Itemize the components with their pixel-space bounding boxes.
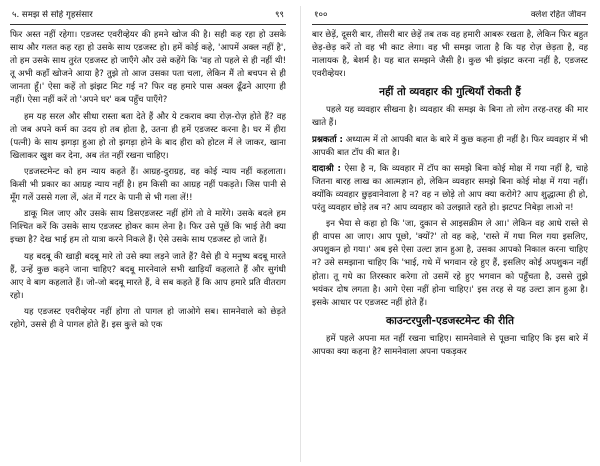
answer-paragraph (312, 163, 588, 215)
question-text: अध्यात्म में तो आपकी बात के बारे में कुछ कहना ही नहीं है। फिर व्यवहार में भी आपकी बात टॉप की बात है। (312, 134, 588, 158)
answer-text: ऐसा है न, कि व्यवहार में टॉप का समझे बिना कोई मोक्ष में गया नहीं है, चाहे जितना बारह लाख का आत्मज्ञान हो, लेकिन व्यवहार समझे बिना कोई मोक्ष में गया नहीं। क्योंकि व्यवहार छुड़वानेवाला है न? वह न छोड़े तो आप क्या करोगे? आप शुद्धात्मा ही हो, परंतु व्यवहार छोड़े तब न? आप व्यवहार को उलझाते रहते हो। झटपट निबेड़ा लाओ न! (312, 163, 588, 214)
section-heading: काउन्टरपुली-एडजस्टमेन्ट की रीति (386, 314, 514, 327)
paragraph: यह बदबू की खाड़ी बदबू मारे तो उसे क्या लड़ने जाते हैं? वैसे ही ये मनुष्य बदबू मारते हैं, उन्हें कुछ कहने जाना चाहिए? बदबू मारनेवाले सभी खाड़ियाँ कहलाते हैं और सुगंधी आए वे बाग कहलाते हैं। जो-जो बदबू मारते हैं, वे सब कहते हैं कि आप हमारे प्रति वीतराग रहो। (10, 251, 286, 301)
paragraph: यह एडजस्ट एवरीव्हेयर नहीं होगा तो पागल हो जाओगे सब। सामनेवाले को छेड़ते रहोगे, उससे ही वे पागल होते हैं। इस कुत्ते को एक (10, 306, 286, 330)
paragraph: डाकू मिल जाए और उसके साथ डिसएडजस्ट नहीं होंगे तो वे मारेंगे। उसके बदले हम निश्चित करें कि उसके साथ एडजस्ट होकर काम लेना है। फिर उसे पूछें कि भाई तेरी क्या इच्छा है? देख भाई हम तो यात्रा करने निकले हैं। ऐसे उसके साथ एडजस्ट हो जाते हैं। (10, 209, 286, 246)
right-page (312, 10, 588, 462)
paragraph: पहले यह व्यवहार सीखना है। व्यवहार की समझ के बिना तो लोग तरह-तरह की मार खाते हैं। (312, 105, 588, 129)
paragraph: हमें पहले अपना मत नहीं रखना चाहिए। सामनेवाले से पूछना चाहिए कि इस बारे में आपका क्या कहना है? सामनेवाला अपना पकड़कर (312, 333, 588, 357)
right-page-header (312, 10, 588, 25)
left-page (10, 10, 286, 462)
speaker-dadashri: दादाश्री : (312, 163, 341, 174)
paragraph: बार छेड़ें, दूसरी बार, तीसरी बार छेड़ें तब तक वह हमारी आबरू रखता है, लेकिन फिर बहुत छेड़-छेड़ करें तो वह भी काट लेगा। वह भी समझ जाता है कि यह रोज़ छेड़ता है, वह नालायक है, बेशर्म है। यह बात समझने जैसी है। कुछ भी झंझट करना नहीं है, एडजस्ट एवरीव्हेयर। (312, 30, 588, 80)
paragraph: फिर अस्त नहीं रहेगा। एडजस्ट एवरीव्हेयर की हमने खोज की है। सही कह रहा हो उसके साथ और गलत कह रहा हो उसके साथ एडजस्ट हो। हमें कोई कहे, 'आपमें अक्ल नहीं है', तो हम उसके साथ तुरंत एडजस्ट हो जाएँगे और उसे कहेंगे कि 'वह तो पहले से ही नहीं थी! तू अभी कहाँ खोजने आया है? तुझे तो आज उसका पता चला, लेकिन मैं तो बचपन से ही जानता हूँ।' ऐसा कहें तो झंझट मिट गई न? फिर वह हमारे पास अक्ल ढूँढने आएगा ही नहीं। ऐसा नहीं करें तो 'अपने घर' कब पहुँच पाएँगे? (10, 30, 286, 106)
question-paragraph (312, 134, 588, 160)
left-page-header (10, 10, 286, 25)
page-number: ९९ (275, 10, 284, 20)
page-gutter (300, 6, 301, 462)
paragraph: एडजस्टमेन्ट को हम न्याय कहते हैं। आग्रह-दुराग्रह, वह कोई न्याय नहीं कहलाता। किसी भी प्रकार का आग्रह न्याय नहीं है। हम किसी का आग्रह नहीं पकड़ते। जिस पानी से मूँग गलें उससे गला लें, अंत में गटर के पानी से भी गला लें!! (10, 166, 286, 204)
page-number: १०० (314, 10, 328, 20)
section-heading: नहीं तो व्यवहार की गुत्थियाँ रोकती हैं (379, 86, 521, 99)
book-title: क्लेश रहित जीवन (530, 10, 586, 20)
paragraph: इन भैया से कहा हो कि 'जा, दुकान से आइसक्रीम ले आ।' लेकिन वह आधे रास्ते से ही वापस आ जाए। आप पूछो, 'क्यों?' तो वह कहे, 'रास्ते में गधा मिल गया इसलिए, अपशुकन हो गया।' अब इसे ऐसा उल्टा ज्ञान हुआ है, उसका आपको निकाल करना चाहिए न? उसे समझाना चाहिए कि 'भाई, गधे में भगवान रहे हुए हैं, इसलिए कोई अपशुकन नहीं होता। तू गधे का तिरस्कार करेगा तो उसमें रहे हुए भगवान को पहुँचता है, उससे तुझे भयंकर दोष लगता है। आगे ऐसा नहीं होना चाहिए।' इस तरह से यह उल्टा ज्ञान हुआ है। इसके आधार पर एडजस्ट नहीं होते हैं। (312, 219, 588, 308)
paragraph: हम यह सरल और सीधा रास्ता बता देते हैं और ये टकराव क्या रोज़-रोज़ होते हैं? वह तो जब अपने कर्म का उदय हो तब होता है, उतना ही हमें एडजस्ट करना है। घर में हीरा (पत्नी) के साथ झगड़ा हुआ हो तो झगड़ा होने के बाद हीरा को होटल में ले जाकर, खाना खिलाकर खुश कर देना, अब तंत नहीं रखना चाहिए। (10, 111, 286, 161)
chapter-title: ५. समझ से सोहे गृहसंसार (12, 10, 93, 20)
speaker-questioner: प्रश्नकर्ता : (312, 134, 343, 145)
